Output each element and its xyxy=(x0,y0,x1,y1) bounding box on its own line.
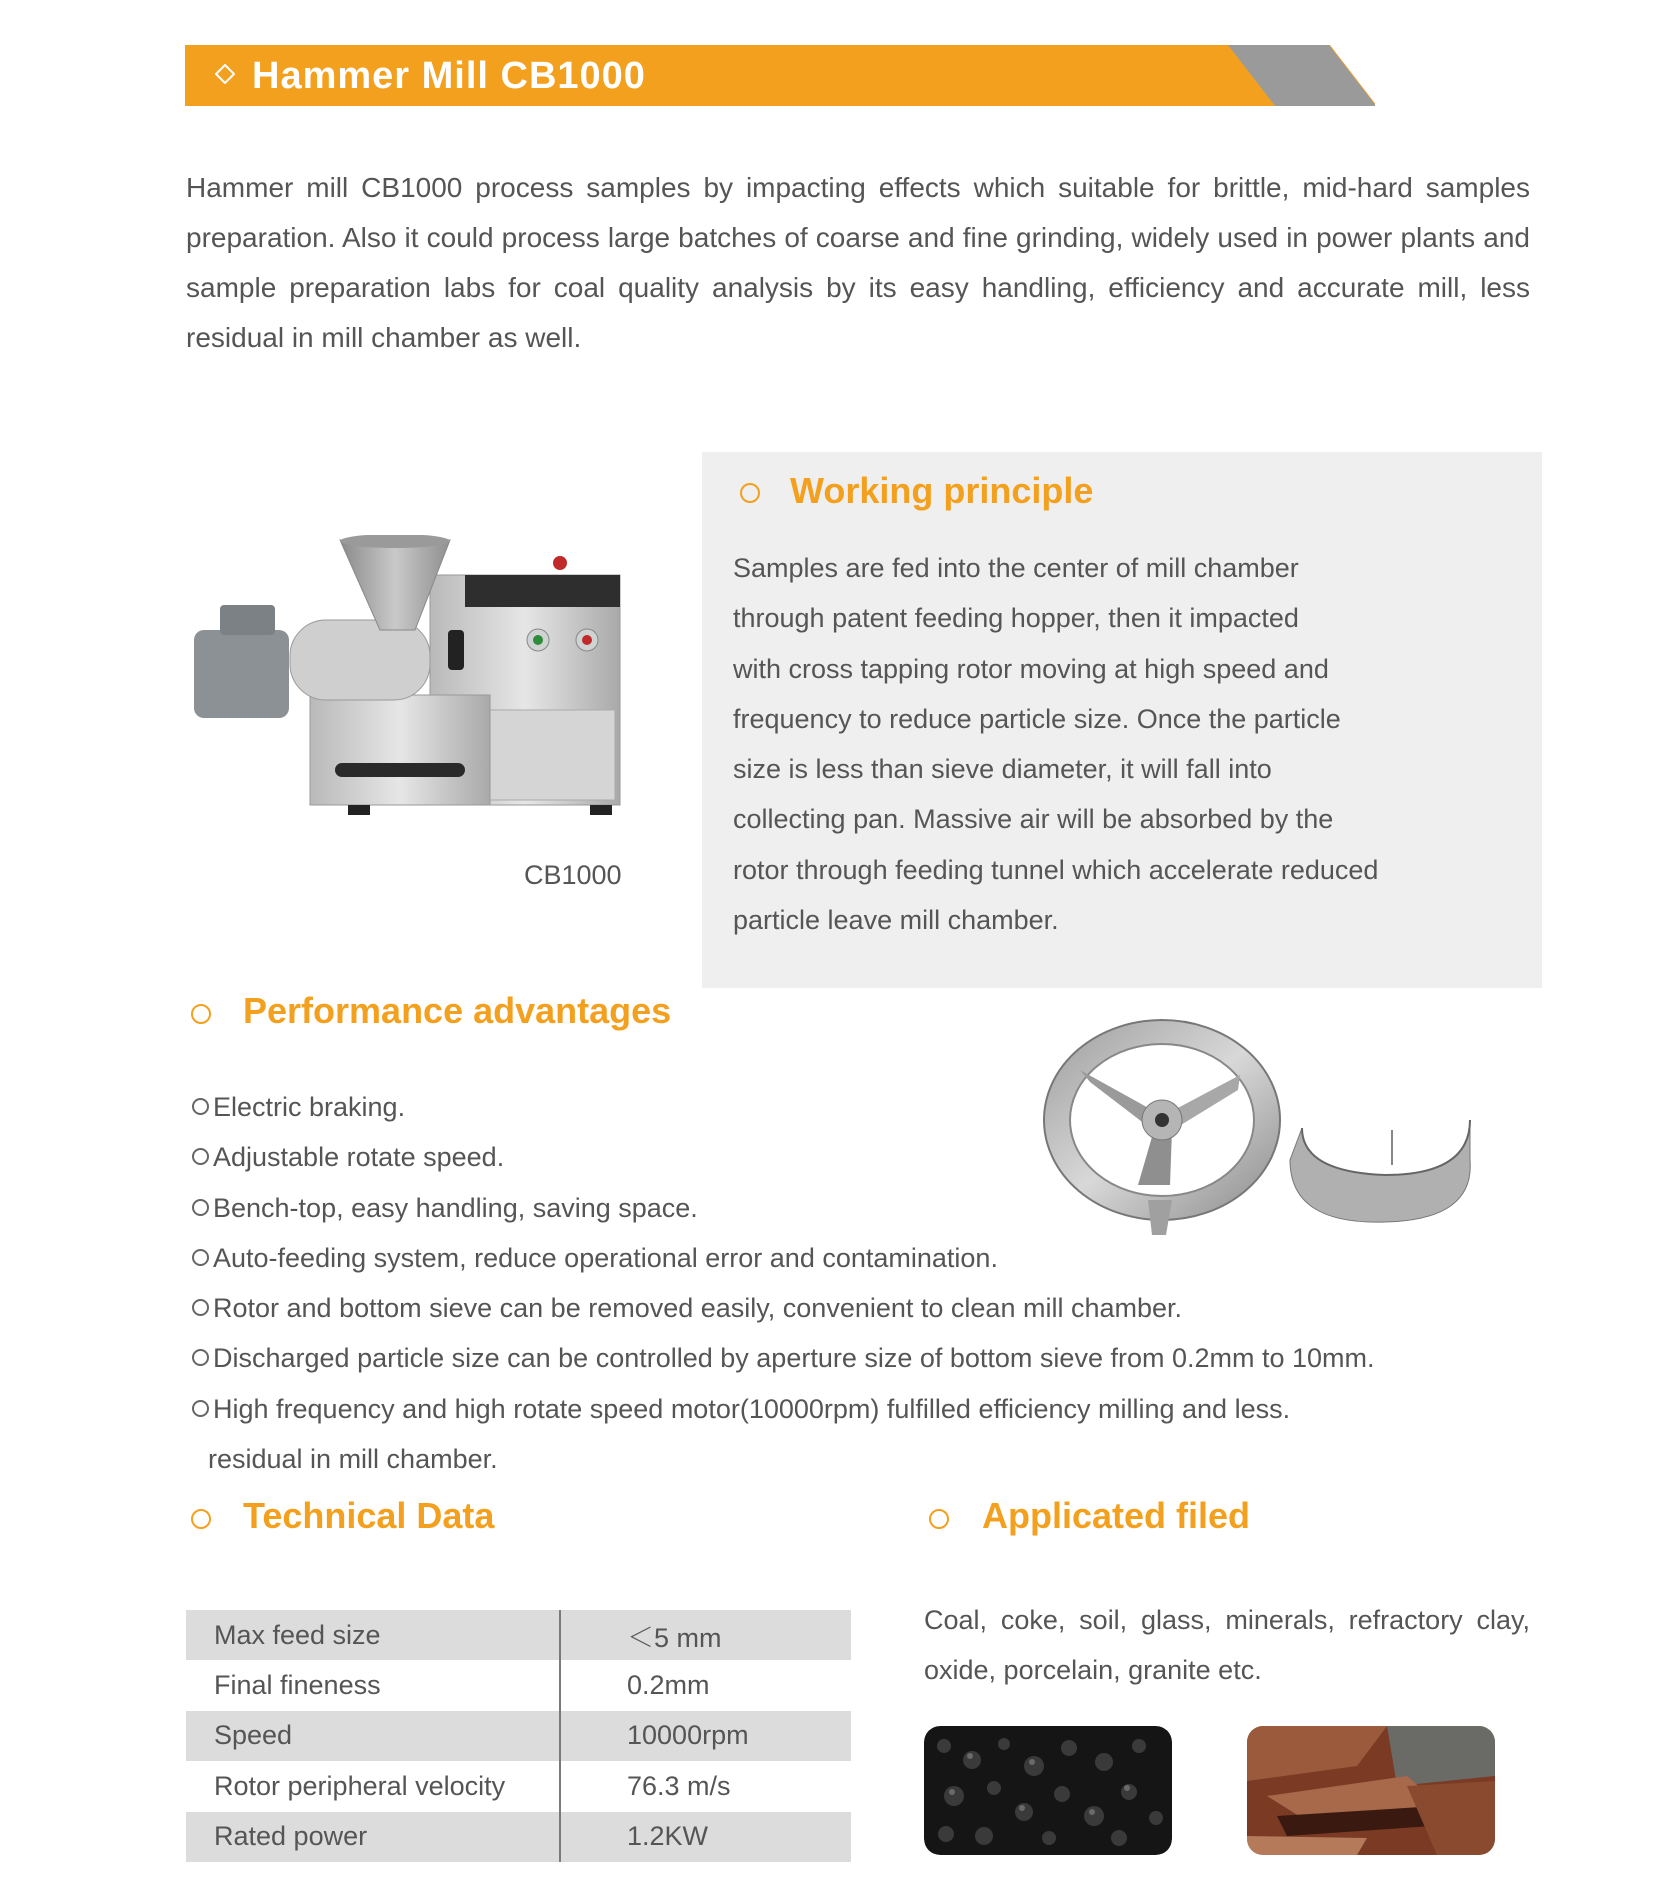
list-item-text: Discharged particle size can be controlled by aperture size of bottom sieve from 0.2mm to 10mm. xyxy=(213,1343,1375,1374)
list-item-continuation: residual in mill chamber. xyxy=(208,1444,498,1475)
table-cell-label: Max feed size xyxy=(186,1610,560,1660)
intro-paragraph: Hammer mill CB1000 process samples by impacting effects which suitable for brittle, mid-hard samples preparation. Also it could process large batches of coarse and fine grinding, widely used in power plants and sample preparation labs for coal quality analysis by its easy handling, efficiency and accurate mill, less residual in mill chamber as well. xyxy=(186,172,1530,353)
coal-sample-photo xyxy=(924,1726,1172,1855)
list-item xyxy=(192,1183,1375,1233)
performance-list xyxy=(192,1082,1375,1484)
list-item-text: High frequency and high rotate speed motor(10000rpm) fulfilled efficiency milling and less. xyxy=(213,1393,1291,1424)
table-cell-value: 10000rpm xyxy=(560,1711,851,1761)
text-line: Samples are fed into the center of mill chamber xyxy=(733,553,1299,583)
section-circle-icon xyxy=(191,1509,211,1529)
text-line: rotor through feeding tunnel which accelerate reduced xyxy=(733,854,1379,885)
list-item-text: Electric braking. xyxy=(213,1092,406,1122)
circle-bullet-icon xyxy=(192,1400,209,1417)
table-cell-label: Speed xyxy=(186,1711,560,1761)
text-line: with cross tapping rotor moving at high speed and xyxy=(733,653,1329,684)
technical-data-table xyxy=(186,1610,851,1862)
machine-caption: CB1000 xyxy=(524,860,622,890)
table-row xyxy=(186,1761,851,1811)
circle-bullet-icon xyxy=(192,1148,209,1165)
list-item xyxy=(192,1082,1375,1132)
circle-bullet-icon xyxy=(192,1299,209,1316)
table-row xyxy=(186,1812,851,1862)
circle-bullet-icon xyxy=(192,1349,209,1366)
page-title: Hammer Mill CB1000 xyxy=(252,55,646,97)
circle-bullet-icon xyxy=(192,1098,209,1115)
table-row xyxy=(186,1711,851,1761)
table-row xyxy=(186,1660,851,1710)
technical-data-title: Technical Data xyxy=(243,1495,495,1536)
list-item-text: Bench-top, easy handling, saving space. xyxy=(213,1192,698,1223)
application-text: Coal, coke, soil, glass, minerals, refractory clay, oxide, porcelain, granite etc. xyxy=(924,1605,1530,1686)
text-line: particle leave mill chamber. xyxy=(733,905,1059,936)
performance-title: Performance advantages xyxy=(243,990,672,1031)
granite-sample-photo xyxy=(1247,1726,1495,1855)
working-principle-title: Working principle xyxy=(790,470,1094,511)
table-row xyxy=(186,1610,851,1660)
text-line: size is less than sieve diameter, it will fall into xyxy=(733,754,1272,785)
circle-bullet-icon xyxy=(192,1199,209,1216)
hammer-mill-machine-image xyxy=(190,535,660,835)
section-circle-icon xyxy=(929,1509,949,1529)
list-item xyxy=(192,1283,1375,1333)
table-cell-label: Final fineness xyxy=(186,1660,560,1710)
diamond-icon xyxy=(215,64,235,84)
list-item xyxy=(192,1132,1375,1182)
table-cell-value: 76.3 m/s xyxy=(560,1761,851,1811)
list-item-text: Rotor and bottom sieve can be removed easily, convenient to clean mill chamber. xyxy=(213,1293,1183,1324)
list-item-text: Auto-feeding system, reduce operational error and contamination. xyxy=(213,1242,998,1273)
section-circle-icon xyxy=(740,483,760,503)
text-line: frequency to reduce particle size. Once the particle xyxy=(733,703,1341,734)
working-principle-text xyxy=(733,543,1493,945)
text-line: collecting pan. Massive air will be absorbed by the xyxy=(733,804,1334,835)
table-cell-label: Rotor peripheral velocity xyxy=(186,1761,560,1811)
text-line: through patent feeding hopper, then it impacted xyxy=(733,603,1299,634)
table-cell-label: Rated power xyxy=(186,1812,560,1862)
table-cell-value: 1.2KW xyxy=(560,1812,851,1862)
list-item-text: Adjustable rotate speed. xyxy=(213,1142,505,1173)
list-item xyxy=(192,1233,1375,1283)
list-item xyxy=(192,1384,1375,1434)
table-cell-value: ＜5 mm xyxy=(560,1610,851,1660)
table-cell-value: 0.2mm xyxy=(560,1660,851,1710)
section-circle-icon xyxy=(191,1004,211,1024)
list-item xyxy=(192,1333,1375,1383)
circle-bullet-icon xyxy=(192,1249,209,1266)
application-title: Applicated filed xyxy=(982,1495,1251,1536)
